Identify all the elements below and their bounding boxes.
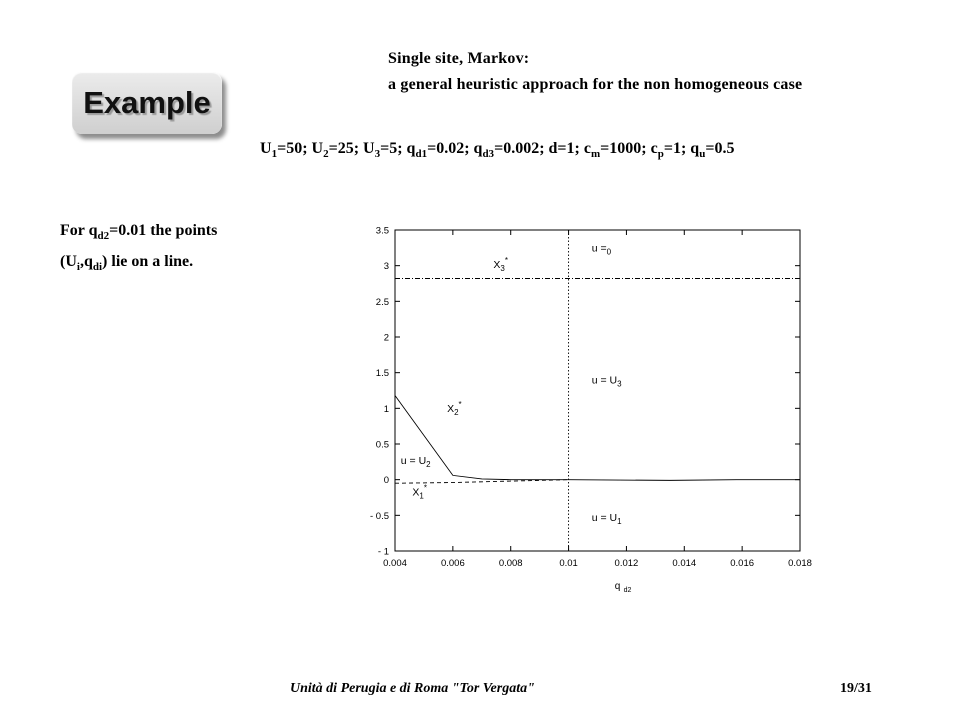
slide-heading-line2: a general heuristic approach for the non homogeneous case bbox=[388, 76, 803, 93]
x-tick-label: 0.006 bbox=[440, 558, 465, 569]
slide-heading-line1: Single site, Markov: bbox=[388, 50, 530, 67]
x-tick-label: 0.016 bbox=[730, 558, 755, 569]
y-tick-label: 2.5 bbox=[375, 296, 389, 308]
x-axis-label-sub: d2 bbox=[623, 587, 632, 594]
x-axis-label: q bbox=[614, 581, 621, 592]
side-note-tail: ) lie on a line. bbox=[102, 253, 194, 271]
side-note: For $q_{d2}=0.01$ the points $(U_i,q_{di})$ lie on a line. bbox=[60, 222, 218, 274]
y-tick-label: 1.5 bbox=[375, 368, 389, 380]
side-note-prefix: For q bbox=[60, 222, 98, 239]
param-u3: 5 bbox=[389, 140, 398, 157]
y-tick-label: 0 bbox=[383, 475, 389, 487]
param-cp: 1 bbox=[672, 140, 681, 157]
x-tick-label: 0.012 bbox=[614, 558, 639, 569]
x-tick-label: 0.008 bbox=[498, 558, 523, 569]
x-tick-label: 0.004 bbox=[383, 558, 407, 569]
y-tick-label: 3.5 bbox=[375, 225, 389, 237]
qd2-chart bbox=[340, 210, 840, 605]
footer-institution: Unità di Perugia e di Roma "Tor Vergata" bbox=[290, 681, 535, 696]
annotation-label: $X_3^*$ bbox=[493, 255, 508, 273]
page-number: 19/31 bbox=[840, 681, 872, 696]
y-tick-label: 0.5 bbox=[375, 439, 389, 451]
x-tick-label: 0.01 bbox=[559, 558, 578, 569]
param-u1: 50 bbox=[286, 140, 303, 157]
side-note-value: =0.01 the points bbox=[109, 222, 218, 239]
param-qd1: 0.02 bbox=[436, 140, 465, 157]
y-tick-label: - 1 bbox=[377, 546, 389, 558]
parameter-line: $U_1=50$; $U_2=25$; $U_3=5$; $q_{d1}=0.02$; $q_{d3}=0.002$; d=1; $c_m=1000$; $c_p=1$; $q_u=0.5$ bbox=[260, 140, 735, 161]
x-tick-label: 0.018 bbox=[788, 558, 812, 569]
param-u2: 25 bbox=[337, 140, 354, 157]
annotation-label: $u = U_1$ bbox=[591, 512, 622, 527]
annotation-label: $u =_0$ bbox=[591, 242, 612, 257]
y-tick-label: 1 bbox=[383, 403, 389, 415]
annotation-label: $X_1^*$ bbox=[412, 483, 427, 501]
annotation-label: $u = U_2$ bbox=[400, 454, 431, 469]
param-d: 1 bbox=[566, 140, 575, 157]
y-tick-label: 3 bbox=[383, 261, 389, 273]
param-qd3: 0.002 bbox=[503, 140, 540, 157]
series-line-x1-star bbox=[395, 480, 569, 484]
param-cm: 1000 bbox=[609, 140, 642, 157]
annotation-label: $X_2^*$ bbox=[447, 399, 462, 417]
y-tick-label: 2 bbox=[383, 332, 389, 344]
x-tick-label: 0.014 bbox=[672, 558, 697, 569]
annotation-label: $u = U_3$ bbox=[591, 374, 622, 389]
example-badge-label: Example bbox=[83, 85, 211, 120]
example-badge bbox=[72, 72, 222, 134]
param-qu: 0.5 bbox=[714, 140, 735, 157]
y-tick-label: - 0.5 bbox=[369, 510, 389, 522]
